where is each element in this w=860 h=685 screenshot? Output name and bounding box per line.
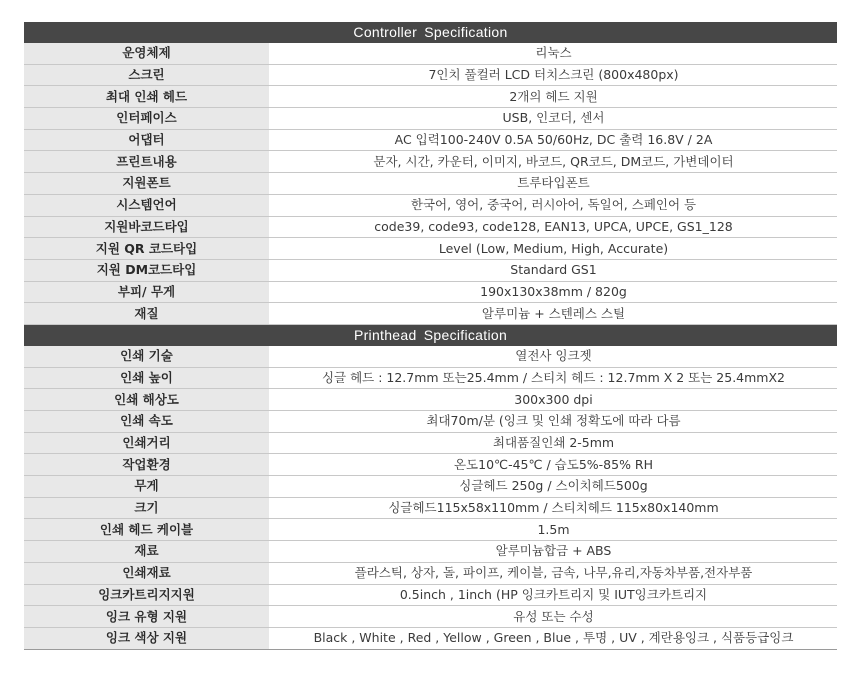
- spec-label: 인쇄재료: [24, 562, 270, 584]
- table-row: [24, 194, 837, 216]
- spec-label: 인쇄 해상도: [24, 389, 270, 411]
- table-row: [24, 497, 837, 519]
- spec-label: 잉크카트리지지원: [24, 584, 270, 606]
- table-row: [24, 584, 837, 606]
- spec-value: 싱글헤드115x58x110mm / 스티치헤드 115x80x140mm: [270, 497, 838, 519]
- table-row: [24, 64, 837, 86]
- spec-label: 재질: [24, 303, 270, 325]
- table-row: [24, 259, 837, 281]
- spec-label: 인쇄 헤드 케이블: [24, 519, 270, 541]
- spec-label: 잉크 색상 지원: [24, 627, 270, 649]
- spec-label: 운영체제: [24, 43, 270, 64]
- spec-value: 플라스틱, 상자, 돌, 파이프, 케이블, 금속, 나무,유리,자동차부품,전자부품: [270, 562, 838, 584]
- spec-label: 지원 DM코드타입: [24, 259, 270, 281]
- table-row: [24, 86, 837, 108]
- spec-value: code39, code93, code128, EAN13, UPCA, UPCE, GS1_128: [270, 216, 838, 238]
- spec-value: 유성 또는 수성: [270, 606, 838, 628]
- table-row: [24, 367, 837, 389]
- table-row: [24, 606, 837, 628]
- table-row: [24, 43, 837, 64]
- table-row: [24, 389, 837, 411]
- table-row: [24, 432, 837, 454]
- table-row: [24, 346, 837, 367]
- controller-spec-table: [24, 43, 837, 325]
- spec-label: 인터페이스: [24, 108, 270, 130]
- table-row: [24, 238, 837, 260]
- spec-value: 트루타입폰트: [270, 173, 838, 195]
- spec-document: [24, 22, 837, 650]
- table-row: [24, 519, 837, 541]
- spec-label: 시스템언어: [24, 194, 270, 216]
- table-row: [24, 411, 837, 433]
- spec-label: 잉크 유형 지원: [24, 606, 270, 628]
- table-row: [24, 216, 837, 238]
- spec-label: 어댑터: [24, 129, 270, 151]
- spec-label: 프린트내용: [24, 151, 270, 173]
- spec-label: 지원폰트: [24, 173, 270, 195]
- spec-label: 인쇄 기술: [24, 346, 270, 367]
- controller-section-header: Controller Specification: [24, 22, 837, 43]
- spec-label: 지원 QR 코드타입: [24, 238, 270, 260]
- table-row: [24, 627, 837, 649]
- spec-value: AC 입력100-240V 0.5A 50/60Hz, DC 출력 16.8V / 2A: [270, 129, 838, 151]
- spec-value: 1.5m: [270, 519, 838, 541]
- spec-label: 지원바코드타입: [24, 216, 270, 238]
- spec-value: 0.5inch , 1inch (HP 잉크카트리지 및 IUT잉크카트리지: [270, 584, 838, 606]
- spec-value: 싱글헤드 250g / 스이치헤드500g: [270, 476, 838, 498]
- spec-value: 문자, 시간, 카운터, 이미지, 바코드, QR코드, DM코드, 가변데이터: [270, 151, 838, 173]
- spec-value: 열전사 잉크젯: [270, 346, 838, 367]
- spec-value: 한국어, 영어, 중국어, 러시아어, 독일어, 스페인어 등: [270, 194, 838, 216]
- spec-label: 부피/ 무게: [24, 281, 270, 303]
- spec-label: 인쇄거리: [24, 432, 270, 454]
- printhead-section-header: Printhead Specification: [24, 325, 837, 346]
- table-row: [24, 281, 837, 303]
- spec-value: 최대품질인쇄 2-5mm: [270, 432, 838, 454]
- spec-label: 무게: [24, 476, 270, 498]
- table-row: [24, 541, 837, 563]
- spec-value: 최대70m/분 (잉크 및 인쇄 정확도에 따라 다름: [270, 411, 838, 433]
- spec-value: 2개의 헤드 지원: [270, 86, 838, 108]
- spec-value: 싱글 헤드 : 12.7mm 또는25.4mm / 스티치 헤드 : 12.7mm X 2 또는 25.4mmX2: [270, 367, 838, 389]
- spec-value: 7인치 풀컬러 LCD 터치스크린 (800x480px): [270, 64, 838, 86]
- spec-value: 온도10℃-45℃ / 습도5%-85% RH: [270, 454, 838, 476]
- table-row: [24, 303, 837, 325]
- spec-value: Black , White , Red , Yellow , Green , Blue , 투명 , UV , 계란용잉크 , 식품등급잉크: [270, 627, 838, 649]
- spec-label: 스크린: [24, 64, 270, 86]
- table-row: [24, 562, 837, 584]
- table-row: [24, 151, 837, 173]
- spec-value: Standard GS1: [270, 259, 838, 281]
- spec-label: 작업환경: [24, 454, 270, 476]
- table-row: [24, 108, 837, 130]
- spec-label: 재료: [24, 541, 270, 563]
- spec-value: 리눅스: [270, 43, 838, 64]
- spec-value: 300x300 dpi: [270, 389, 838, 411]
- spec-value: 알루미늄 + 스텐레스 스틸: [270, 303, 838, 325]
- table-row: [24, 454, 837, 476]
- spec-label: 인쇄 높이: [24, 367, 270, 389]
- spec-label: 인쇄 속도: [24, 411, 270, 433]
- table-row: [24, 173, 837, 195]
- table-row: [24, 476, 837, 498]
- table-row: [24, 129, 837, 151]
- printhead-spec-table: [24, 346, 837, 650]
- spec-value: 알루미늄합금 + ABS: [270, 541, 838, 563]
- spec-label: 최대 인쇄 헤드: [24, 86, 270, 108]
- spec-value: Level (Low, Medium, High, Accurate): [270, 238, 838, 260]
- spec-value: 190x130x38mm / 820g: [270, 281, 838, 303]
- spec-label: 크기: [24, 497, 270, 519]
- spec-value: USB, 인코더, 센서: [270, 108, 838, 130]
